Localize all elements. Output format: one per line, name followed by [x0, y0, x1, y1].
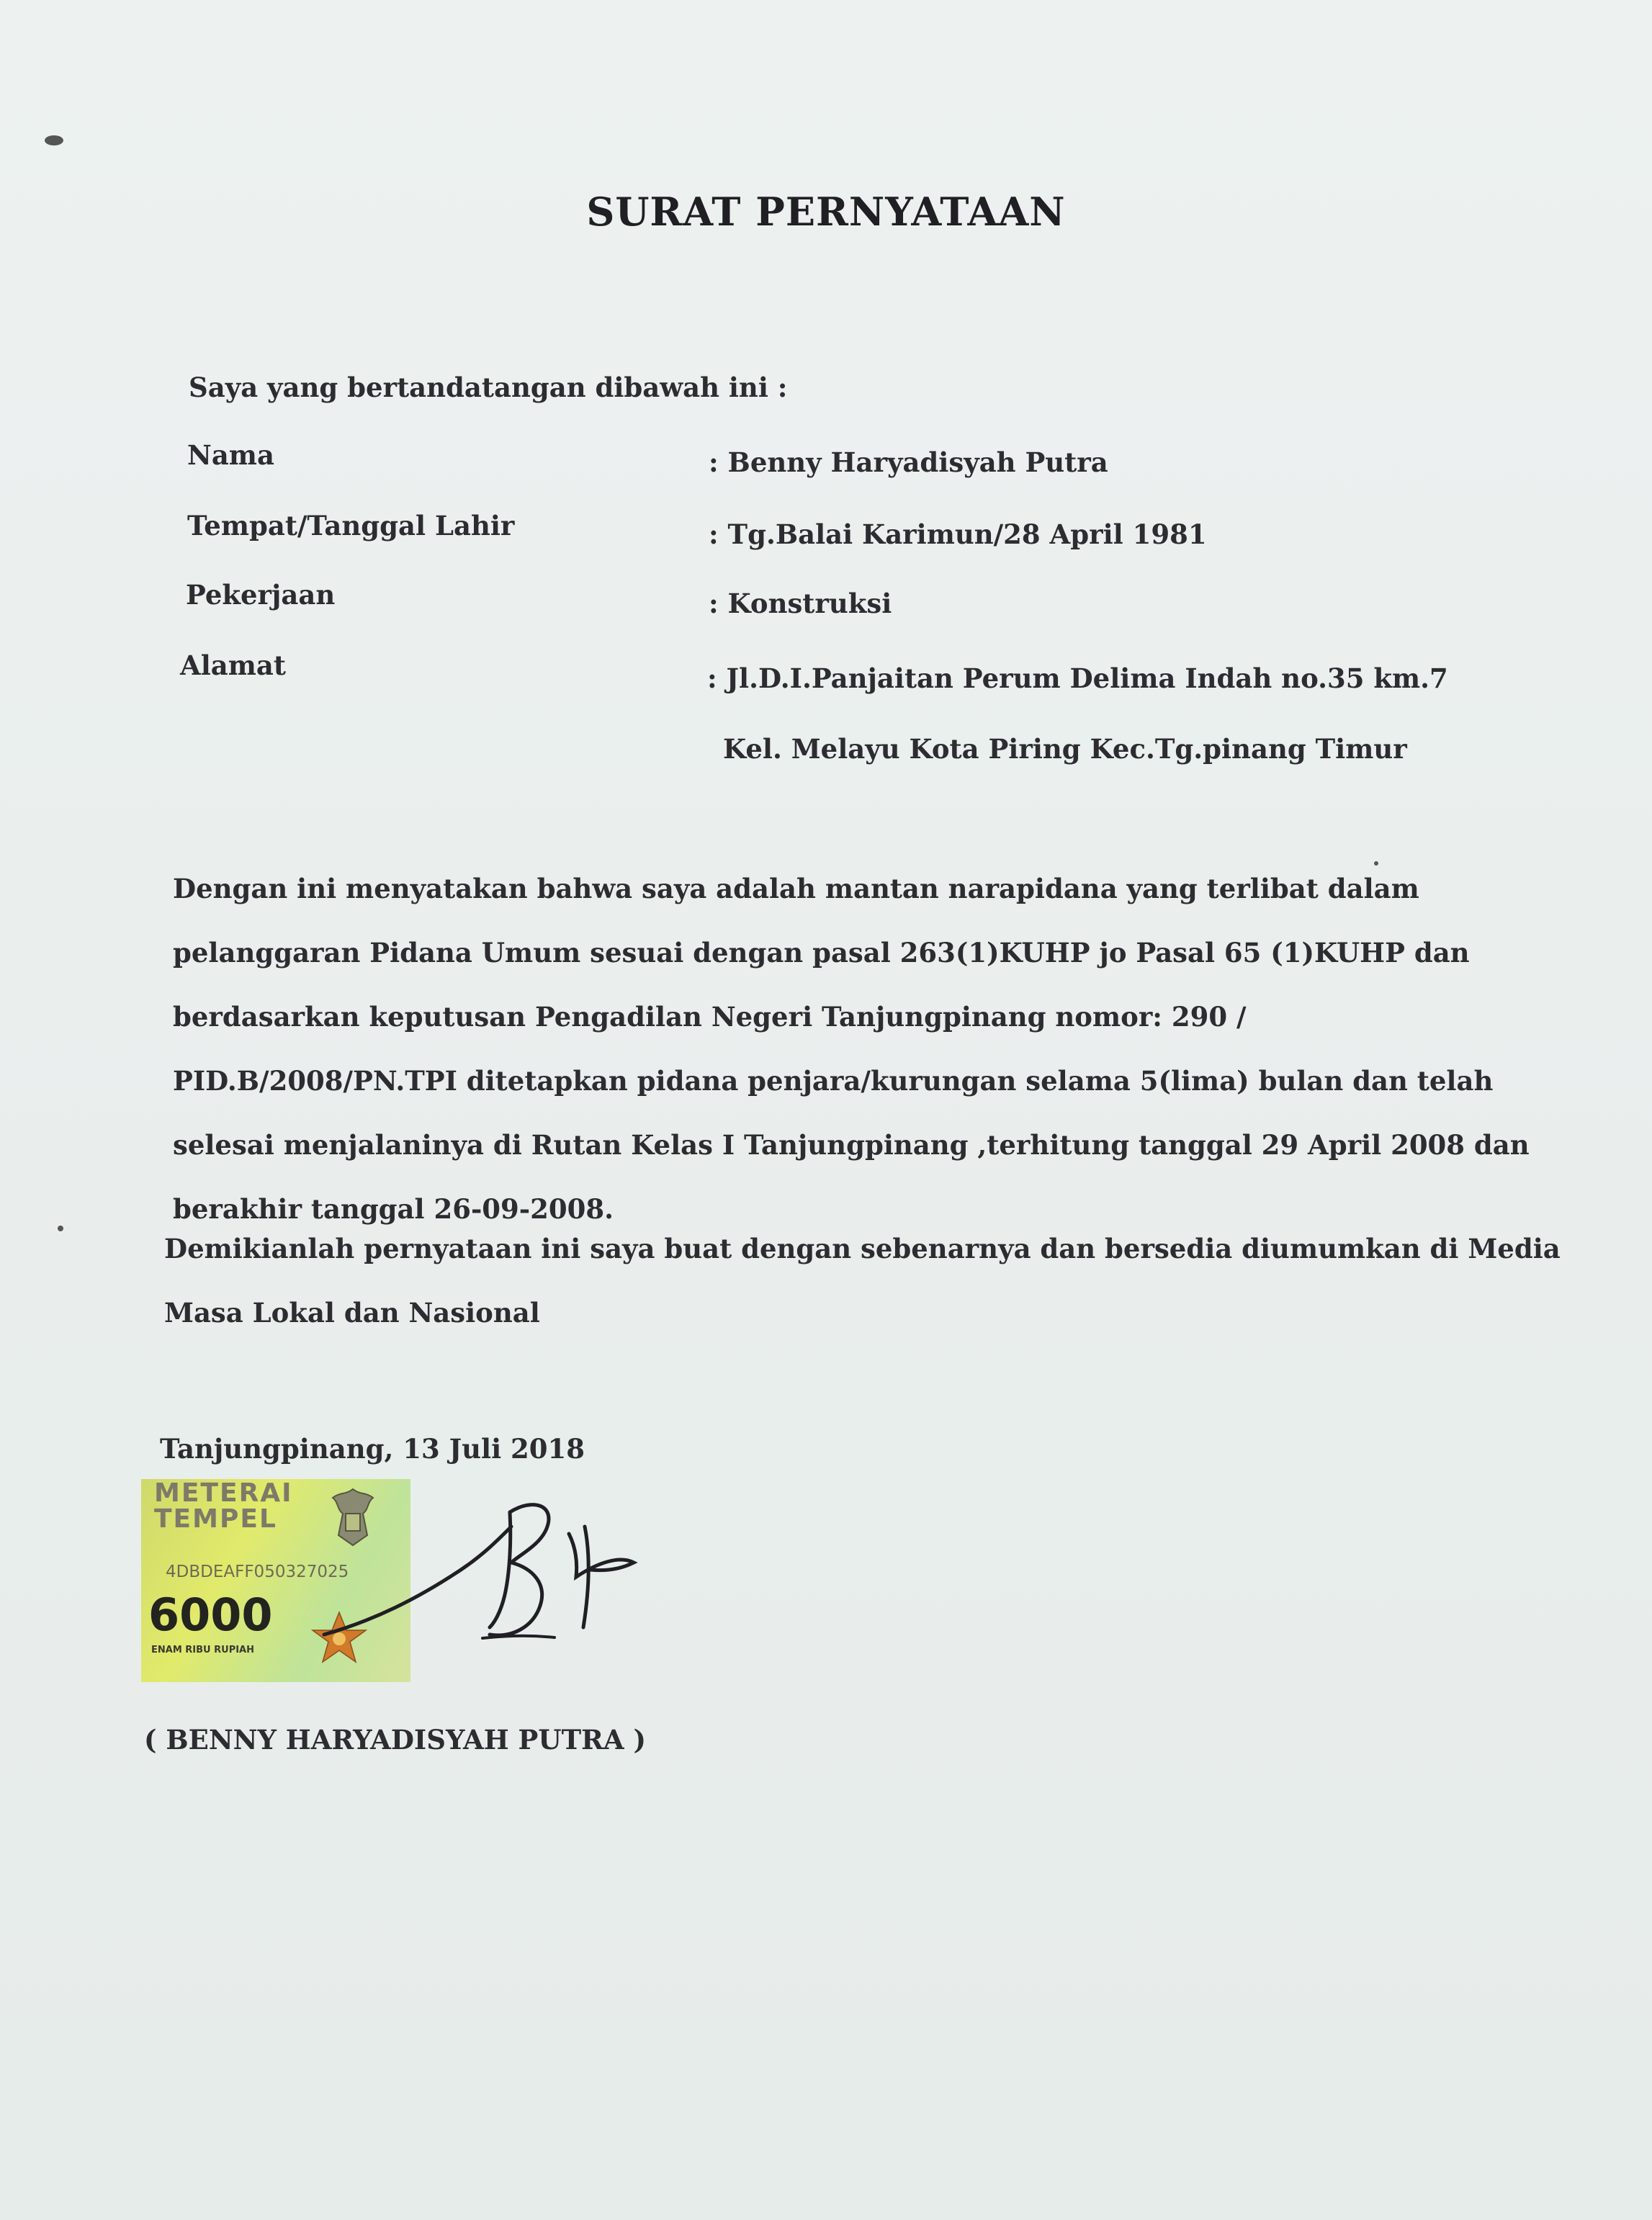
scan-speck — [58, 1226, 63, 1231]
field-label-pekerjaan: Pekerjaan — [186, 579, 336, 611]
closing-paragraph — [164, 1217, 1561, 1345]
field-label-nama: Nama — [187, 439, 274, 471]
stamp-value: 6000 — [148, 1588, 273, 1641]
field-value-nama: : Benny Haryadisyah Putra — [709, 446, 1108, 478]
statement-line: berdasarkan keputusan Pengadilan Negeri Tanjungpinang nomor: 290 / — [173, 1001, 1247, 1033]
scan-speck — [45, 135, 63, 145]
handwritten-signature — [317, 1483, 663, 1671]
statement-line: selesai menjalaninya di Rutan Kelas I Tanjungpinang ,terhitung tanggal 29 April 2008 dan — [173, 1129, 1530, 1161]
place-date: Tanjungpinang, 13 Juli 2018 — [160, 1433, 585, 1465]
field-label-tempat-tanggal-lahir: Tempat/Tanggal Lahir — [187, 510, 515, 541]
statement-line: berakhir tanggal 26-09-2008. — [173, 1193, 614, 1225]
stamp-serial: 4DBDEAFF050327025 — [166, 1563, 349, 1581]
stamp-title: METERAI TEMPEL — [154, 1479, 293, 1534]
statement-line: Dengan ini menyatakan bahwa saya adalah mantan narapidana yang terlibat dalam — [173, 873, 1419, 904]
signatory-name: ( BENNY HARYADISYAH PUTRA ) — [144, 1724, 647, 1756]
field-value-tempat-tanggal-lahir: : Tg.Balai Karimun/28 April 1981 — [709, 518, 1207, 550]
stamp-value-words: ENAM RIBU RUPIAH — [151, 1645, 254, 1655]
field-label-alamat: Alamat — [180, 650, 286, 681]
closing-line: Demikianlah pernyataan ini saya buat dengan sebenarnya dan bersedia diumumkan di Media — [164, 1233, 1561, 1264]
statement-paragraph — [173, 857, 1530, 1241]
closing-line: Masa Lokal dan Nasional — [164, 1297, 540, 1329]
statement-line: PID.B/2008/PN.TPI ditetapkan pidana penjara/kurungan selama 5(lima) bulan dan telah — [173, 1065, 1494, 1097]
intro-line: Saya yang bertandatangan dibawah ini : — [189, 372, 788, 403]
field-value-alamat-line2: Kel. Melayu Kota Piring Kec.Tg.pinang Timur — [723, 733, 1407, 765]
field-value-alamat: : Jl.D.I.Panjaitan Perum Delima Indah no.35 km.7 — [707, 662, 1448, 694]
field-value-pekerjaan: : Konstruksi — [709, 588, 892, 619]
document-title: SURAT PERNYATAAN — [586, 189, 1066, 235]
statement-line: pelanggaran Pidana Umum sesuai dengan pasal 263(1)KUHP jo Pasal 65 (1)KUHP dan — [173, 937, 1470, 969]
